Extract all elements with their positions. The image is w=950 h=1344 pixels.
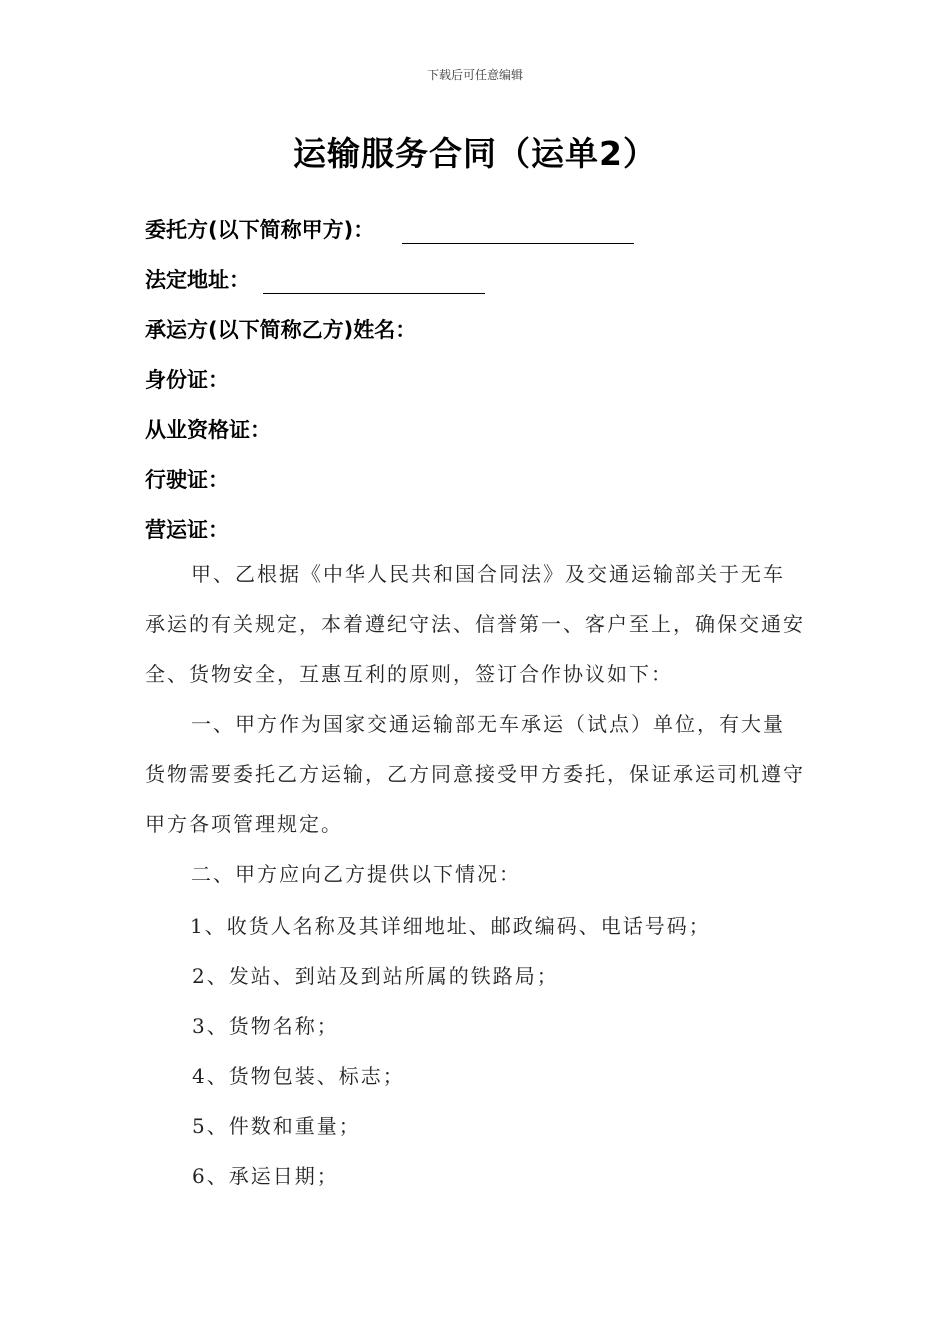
party-a-label: 委托方(以下简称甲方)： bbox=[145, 218, 375, 242]
intro-paragraph bbox=[145, 549, 805, 699]
clause-2-text: 二、甲方应向乙方提供以下情况： bbox=[191, 862, 521, 886]
list-item: 2、发站、到站及到站所属的铁路局； bbox=[192, 964, 559, 988]
header-note: 下载后可任意编辑 bbox=[426, 68, 523, 82]
intro-text: 甲、乙根据《中华人民共和国合同法》及交通运输部关于无车承运的有关规定，本着遵纪守法、信誉第一、客户至上，确保交通安全、货物安全，互惠互利的原则，签订合作协议如下： bbox=[145, 562, 805, 686]
id-card-label: 身份证： bbox=[145, 368, 229, 392]
list-item: 3、货物名称； bbox=[192, 1014, 339, 1038]
list-item: 5、件数和重量； bbox=[192, 1114, 361, 1138]
party-a-field bbox=[145, 214, 634, 244]
qualification-label: 从业资格证： bbox=[145, 418, 271, 442]
list-item: 4、货物包装、标志； bbox=[192, 1064, 405, 1088]
legal-address-blank bbox=[263, 271, 485, 294]
clause-2-paragraph bbox=[145, 849, 805, 899]
party-b-label: 承运方(以下简称乙方)姓名： bbox=[145, 318, 417, 342]
clause-1-paragraph bbox=[145, 699, 805, 849]
document-title: 运输服务合同（运单2） bbox=[293, 134, 657, 173]
clause-1-text: 一、甲方作为国家交通运输部无车承运（试点）单位，有大量货物需要委托乙方运输，乙方同意接受甲方委托，保证承运司机遵守甲方各项管理规定。 bbox=[145, 712, 805, 836]
legal-address-field bbox=[145, 264, 485, 294]
party-a-blank bbox=[402, 221, 634, 244]
operation-license-label: 营运证： bbox=[145, 518, 229, 542]
list-item: 1、收货人名称及其详细地址、邮政编码、电话号码； bbox=[190, 914, 711, 938]
list-item: 6、承运日期； bbox=[192, 1164, 339, 1188]
legal-address-label: 法定地址： bbox=[145, 268, 250, 292]
driving-license-label: 行驶证： bbox=[145, 468, 229, 492]
